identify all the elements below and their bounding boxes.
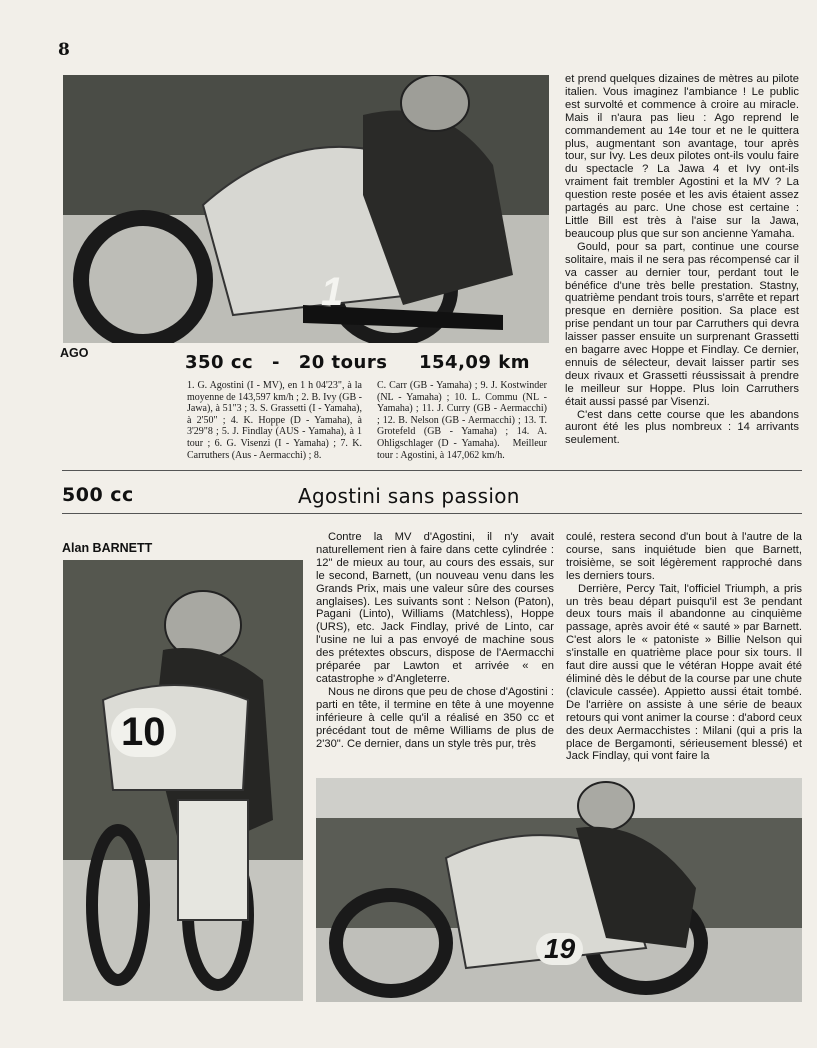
results-left-text: 1. G. Agostini (I - MV), en 1 h 04'23", à la moyenne de 143,597 km/h ; 2. B. Ivy (GB - Jawa), à 51"3 ; 3. S. Grassetti (I - Yamaha), à 2'50" ; 4. K. Hoppe (D - Yamaha), à 3'29"8 ; 5. J. Findlay (AUS - Yamaha), à 1 tour ; 6. G. Visenzi (I - Yamaha) ; 7. K. Carruthers (Aus - Aermacchi) ; 8. bbox=[187, 380, 362, 461]
middle-column-paragraph: Contre la MV d'Agostini, il n'y avait naturellement rien à faire dans cette cylindrée : 12" de mieux au tour, au cours des essais, sur le second, Barnett, (un nouveau venu dans les Grands Prix, mais une valeur sûre des courses anglaises). Les suivants sont : Nelson (Paton), Pagani (Linto), Williams (Matchless), Hoppe (URS), etc. Jack Findlay, privé de Linto, car l'usine ne lui a pas envoyé de machine sous des prétextes obscurs, dispose de l'Aermacchi préparée par Lawton et arrivée « en catastrophe » d'Angleterre. bbox=[316, 531, 554, 685]
left-photo-illustration bbox=[63, 560, 303, 1001]
top-photo-caption: AGO bbox=[60, 346, 89, 360]
results-class: 350 cc bbox=[185, 352, 254, 373]
far-right-column-paragraph: Derrière, Percy Tait, l'officiel Triumph, a pris un très beau départ puisqu'il est 3e pendant deux tours mais il abandonne au cinquième passage, après avoir été « sauté » par Barnett. C'est alors le « patoniste » Billie Nelson qui s'installe en quatrième place pour six tours. Il faut dire aussi que le vétéran Hoppe avait été éliminé dès le début de la course par une chute (clavicule cassée). Appietto aussi était tombé. De l'arrière on assiste à une série de beaux retours qui vont animer la course : d'abord ceux des deux Aermacchistes : Milani (qui a pris la place de Bergamonti, sérieusement blessé) et Jack Findlay, qui vont faire la bbox=[566, 582, 802, 763]
section-class-label: 500 cc bbox=[62, 484, 134, 506]
bottom-photo bbox=[316, 778, 802, 1002]
left-photo bbox=[63, 560, 303, 1001]
results-right-block bbox=[377, 380, 547, 461]
top-photo bbox=[63, 75, 549, 343]
bottom-photo-bike-number: 19 bbox=[536, 933, 583, 965]
far-right-column-paragraph: coulé, restera second d'un bout à l'autre de la course, sans inquiétude bien que Barnett, troisième, se soit légèrement rapproché dans les derniers tours. bbox=[566, 531, 802, 582]
section-headline: Agostini sans passion bbox=[298, 484, 520, 508]
right-column-paragraph: Gould, pour sa part, continue une course solitaire, mais il ne sera pas récompensé car il va casser au dernier tour, perdant tout le bénéfice d'une très belle prestation. Stastny, quatrième pendant trois tours, s'arrête et repart presque en dernière position. Sa place est prise pendant un tour par Carruthers qui devra laisser passer ensuite un surprenant Grassetti en bagarre avec Hoppe et Findlay. Ce dernier, ennuis de sélecteur, devait laisser partir ses deux rivaux et Grassetti réussissait à prendre le meilleur sur Hoppe. Plus loin Carruthers était aussi passé par Visenzi. bbox=[565, 240, 799, 408]
left-photo-caption: Alan BARNETT bbox=[62, 541, 153, 555]
right-column-text bbox=[565, 73, 799, 447]
bottom-photo-illustration bbox=[316, 778, 802, 1002]
page-number: 8 bbox=[58, 40, 70, 60]
top-photo-bike-number: 1 bbox=[321, 270, 344, 314]
far-right-column-text bbox=[566, 531, 802, 763]
top-photo-illustration bbox=[63, 75, 549, 343]
left-photo-bike-number: 10 bbox=[111, 708, 176, 757]
middle-column-text bbox=[316, 531, 554, 750]
right-column-paragraph: et prend quelques dizaines de mètres au pilote italien. Vous imaginez l'ambiance ! Le public est survolté et commence à croire au miracle. Mais il n'aura pas lieu : Ago reprend le commandement au 14e tour et ne le quittera plus, augmentant son avantage, tour après tour, sur Ivy. Les deux pilotes ont-ils voulu faire du spectacle ? La Jawa 4 et Ivy ont-ils vraiment fait trembler Agostini et la MV ? La question reste posée et les avis étaient assez partagés au parc. Une chose est certaine : Little Bill est très à l'aise sur la Jawa, beaucoup plus que sur son ancienne Yamaha. bbox=[565, 73, 799, 240]
section-rule-top bbox=[62, 470, 802, 471]
results-title: 350 cc - 20 tours 154,09 km bbox=[185, 352, 530, 373]
middle-column-paragraph: Nous ne dirons que peu de chose d'Agostini : parti en tête, il termine en tête à une moyenne inférieure à celle qu'il a réalisé en 350 cc et précédant tout de même Williams de plus de 2'30". Ce dernier, dans un style très pur, très bbox=[316, 685, 554, 750]
results-best-lap: Meilleur tour : Agostini, à 147,062 km/h. bbox=[377, 437, 547, 461]
results-laps: 20 tours bbox=[298, 352, 388, 373]
section-rule-bottom bbox=[62, 513, 802, 514]
right-column-paragraph: C'est dans cette course que les abandons auront été les plus nombreux : 14 arrivants seulement. bbox=[565, 408, 799, 447]
results-speed: 154,09 km bbox=[419, 352, 530, 373]
results-right-text: C. Carr (GB - Yamaha) ; 9. J. Kostwinder (NL - Yamaha) ; 10. L. Commu (NL - Yamaha) ; 11. J. Curry (GB - Aermacchi) ; 12. B. Nelson (GB - Aermacchi) ; 13. T. Grotefeld (GB - Yamaha) ; 14. A. Ohligschlager (D - Yamaha). bbox=[377, 380, 547, 449]
